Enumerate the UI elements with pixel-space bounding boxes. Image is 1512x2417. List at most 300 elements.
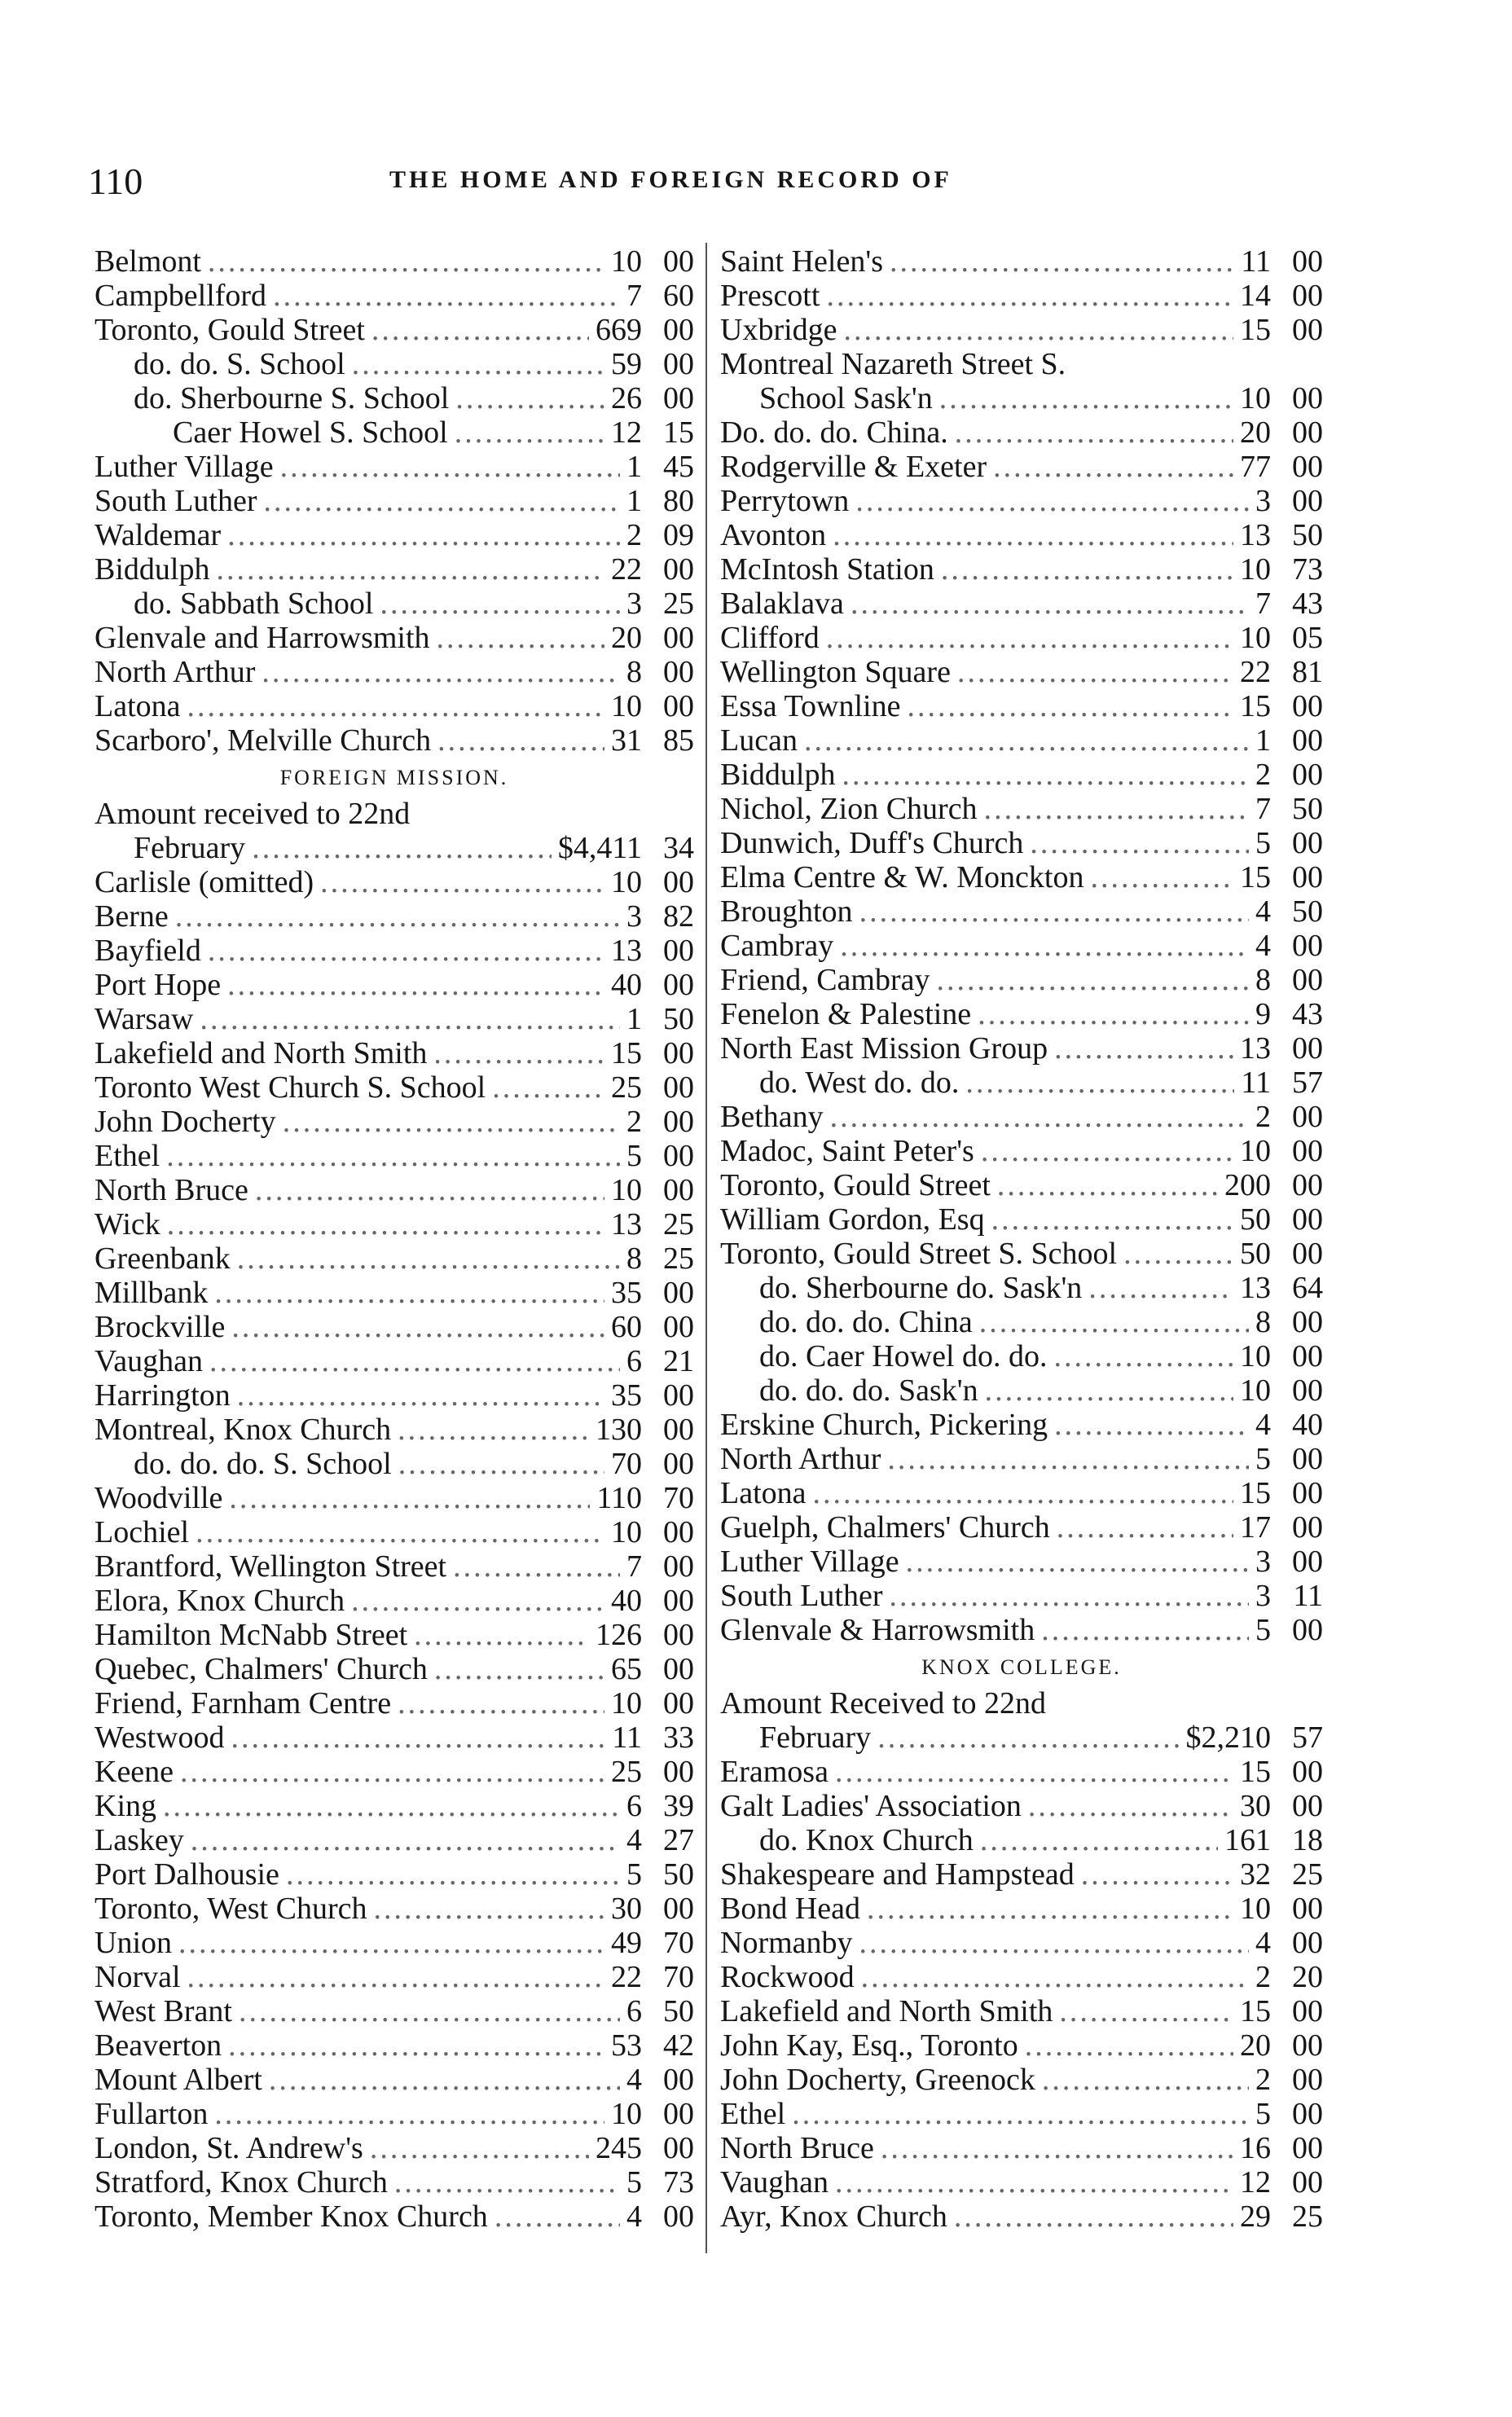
dot-leader — [859, 894, 1249, 929]
entry-cents: 00 — [1292, 279, 1323, 313]
ledger-entry — [720, 279, 1323, 313]
dot-leader — [208, 244, 604, 279]
entry-cents: 70 — [663, 1481, 694, 1515]
ledger-entry — [720, 1613, 1323, 1647]
dot-leader — [835, 2165, 1233, 2199]
entry-amount: 5 — [1255, 2097, 1271, 2131]
ledger-entry — [720, 689, 1323, 723]
entry-amount: 50 — [1240, 1202, 1271, 1237]
entry-cents: 00 — [663, 2131, 694, 2165]
ledger-entry — [720, 1892, 1323, 1926]
entry-cents: 00 — [1292, 1892, 1323, 1926]
entry-amount: 5 — [626, 2165, 642, 2199]
ledger-entry — [94, 347, 694, 381]
ledger-entry — [94, 968, 694, 1002]
foreign-mission-heading: FOREIGN MISSION. — [279, 766, 509, 789]
dot-leader — [1090, 860, 1233, 894]
dot-leader — [239, 1994, 620, 2028]
entry-amount: 25 — [611, 1070, 642, 1105]
entry-name: Normanby — [720, 1926, 853, 1960]
entry-cents: 50 — [663, 1857, 694, 1892]
ledger-entry — [720, 587, 1323, 621]
ledger-entry — [720, 1823, 1323, 1857]
left-top-list — [94, 244, 694, 758]
entry-name: McIntosh Station — [720, 552, 934, 587]
entry-name: Luther Village — [720, 1545, 899, 1579]
dot-leader — [1081, 1857, 1233, 1892]
entry-name: Lochiel — [94, 1515, 190, 1549]
ledger-entry — [94, 1584, 694, 1618]
entry-amount: 4 — [1255, 894, 1271, 929]
dot-leader — [273, 279, 620, 313]
entry-name: Carlisle (omitted) — [94, 865, 314, 899]
ledger-entry — [94, 552, 694, 587]
entry-amount: 65 — [611, 1652, 642, 1686]
entry-name: Bayfield — [94, 934, 201, 968]
entry-amount: 3 — [626, 587, 642, 621]
ledger-entry — [94, 381, 694, 415]
dot-leader — [394, 2165, 620, 2199]
entry-name: Erskine Church, Pickering — [720, 1408, 1048, 1442]
dot-leader — [941, 552, 1233, 587]
entry-amount: 30 — [611, 1892, 642, 1926]
entry-cents: 00 — [1292, 1237, 1323, 1271]
entry-cents: 00 — [1292, 484, 1323, 518]
entry-amount: $4,411 — [557, 831, 642, 865]
dot-leader — [228, 2028, 604, 2063]
ledger-entry — [94, 1720, 694, 1755]
dot-leader — [252, 831, 552, 865]
entry-amount: 4 — [1255, 1926, 1271, 1960]
entry-name: Toronto, Member Knox Church — [94, 2199, 488, 2234]
entry-amount: 10 — [611, 689, 642, 723]
entry-amount: 3 — [1255, 1545, 1271, 1579]
entry-cents: 00 — [663, 1549, 694, 1584]
entry-amount: 60 — [611, 1310, 642, 1344]
dot-leader — [180, 1755, 604, 1789]
dot-leader — [997, 1168, 1218, 1202]
dot-leader — [286, 1857, 620, 1892]
ledger-entry — [94, 1207, 694, 1241]
knox-college-list — [720, 1755, 1323, 2234]
dot-leader — [191, 1823, 620, 1857]
ledger-entry — [94, 1686, 694, 1720]
ledger-entry — [94, 1652, 694, 1686]
entry-name: Montreal Nazareth Street S. — [720, 347, 1066, 381]
entry-name: Cambray — [720, 929, 834, 963]
ledger-entry — [720, 313, 1323, 347]
dot-leader — [887, 1442, 1249, 1476]
ledger-entry — [720, 1100, 1323, 1134]
ledger-entry — [94, 484, 694, 518]
entry-name: Ethel — [94, 1139, 160, 1173]
entry-cents: 00 — [1292, 2028, 1323, 2063]
entry-cents: 00 — [1292, 1339, 1323, 1373]
entry-amount: 2 — [1255, 2063, 1271, 2097]
entry-name: John Docherty, Greenock — [720, 2063, 1035, 2097]
entry-name: Biddulph — [94, 552, 210, 587]
entry-name: North Bruce — [94, 1173, 248, 1207]
entry-cents: 00 — [1292, 1755, 1323, 1789]
entry-name: Friend, Farnham Centre — [94, 1686, 392, 1720]
ledger-entry — [720, 655, 1323, 689]
dot-leader — [209, 1344, 620, 1378]
entry-amount: 10 — [1240, 1134, 1271, 1168]
entry-amount: 1 — [626, 450, 642, 484]
dot-leader — [991, 1202, 1233, 1237]
entry-name: Union — [94, 1926, 172, 1960]
ledger-entry — [94, 313, 694, 347]
dot-leader — [216, 552, 604, 587]
entry-cents: 57 — [1292, 1066, 1323, 1100]
ledger-entry — [94, 1755, 694, 1789]
ledger-entry — [720, 1373, 1323, 1408]
entry-cents: 40 — [1292, 1408, 1323, 1442]
ledger-entry — [94, 1892, 694, 1926]
dot-leader — [433, 1036, 604, 1070]
entry-name: Wick — [94, 1207, 160, 1241]
entry-cents: 82 — [663, 899, 694, 934]
foreign-amount-label: Amount received to 22nd — [94, 797, 411, 831]
entry-cents: 00 — [663, 1755, 694, 1789]
ledger-entry — [94, 1549, 694, 1584]
dot-leader — [280, 450, 620, 484]
entry-name: Westwood — [94, 1720, 225, 1755]
dot-leader — [437, 723, 604, 758]
entry-name: Essa Townline — [720, 689, 901, 723]
ledger-entry — [720, 1339, 1323, 1373]
entry-name: School Sask'n — [759, 381, 933, 415]
entry-amount: 4 — [1255, 1408, 1271, 1442]
entry-cents: 25 — [663, 1207, 694, 1241]
entry-amount: 10 — [611, 2097, 642, 2131]
entry-cents: 00 — [1292, 963, 1323, 997]
ledger-entry — [720, 792, 1323, 826]
dot-leader — [398, 1413, 589, 1447]
ledger-entry — [94, 934, 694, 968]
dot-leader — [939, 381, 1233, 415]
entry-amount: 8 — [1255, 963, 1271, 997]
dot-leader — [237, 1378, 604, 1413]
dot-leader — [196, 1515, 604, 1549]
ledger-entry — [94, 1378, 694, 1413]
dot-leader — [187, 1960, 604, 1994]
entry-name: February — [134, 831, 246, 865]
ledger-entry — [720, 2131, 1323, 2165]
entry-cents: 18 — [1292, 1823, 1323, 1857]
entry-name: Toronto, Gould Street S. School — [720, 1237, 1118, 1271]
entry-name: North Arthur — [720, 1442, 881, 1476]
entry-amount: 10 — [611, 1173, 642, 1207]
entry-name: Millbank — [94, 1276, 209, 1310]
entry-cents: 00 — [1292, 415, 1323, 450]
dot-leader — [889, 1579, 1249, 1613]
entry-cents: 60 — [663, 279, 694, 313]
ledger-entry — [94, 2165, 694, 2199]
dot-leader — [842, 758, 1249, 792]
entry-name: King — [94, 1789, 156, 1823]
dot-leader — [984, 792, 1249, 826]
entry-amount: 5 — [1255, 826, 1271, 860]
ledger-entry — [720, 1857, 1323, 1892]
dot-leader — [965, 1066, 1234, 1100]
entry-cents: 00 — [663, 1686, 694, 1720]
entry-cents: 00 — [1292, 1031, 1323, 1066]
dot-leader — [175, 899, 620, 934]
ledger-entry — [94, 899, 694, 934]
entry-cents: 00 — [1292, 2131, 1323, 2165]
dot-leader — [980, 1823, 1218, 1857]
ledger-entry — [94, 1276, 694, 1310]
entry-cents: 00 — [663, 1652, 694, 1686]
dot-leader — [867, 1892, 1233, 1926]
entry-name: Clifford — [720, 621, 820, 655]
ledger-entry — [720, 963, 1323, 997]
entry-cents: 00 — [1292, 313, 1323, 347]
entry-name: Rodgerville & Exeter — [720, 450, 987, 484]
dot-leader — [1054, 1339, 1233, 1373]
dot-leader — [833, 518, 1233, 552]
entry-amount: 11 — [1241, 1066, 1271, 1100]
entry-name: West Brant — [94, 1994, 232, 2028]
ledger-entry — [94, 450, 694, 484]
dot-leader — [398, 1686, 604, 1720]
ledger-entry — [94, 1070, 694, 1105]
entry-amount: 13 — [1240, 518, 1271, 552]
entry-name: Belmont — [94, 244, 201, 279]
dot-leader — [840, 929, 1249, 963]
page-number: 110 — [88, 160, 143, 202]
entry-cents: 00 — [663, 381, 694, 415]
dot-leader — [826, 621, 1233, 655]
dot-leader — [167, 1207, 604, 1241]
knox-college-heading: KNOX COLLEGE. — [921, 1655, 1122, 1679]
entry-amount: 15 — [1240, 860, 1271, 894]
entry-name: Ayr, Knox Church — [720, 2199, 947, 2234]
knox-amount-total — [720, 1720, 1323, 1755]
dot-leader — [263, 484, 620, 518]
dot-leader — [178, 1926, 604, 1960]
entry-name: Madoc, Saint Peter's — [720, 1134, 974, 1168]
entry-name: Laskey — [94, 1823, 184, 1857]
dot-leader — [881, 2131, 1233, 2165]
entry-amount: 13 — [611, 934, 642, 968]
entry-cents: 00 — [663, 1036, 694, 1070]
dot-leader — [351, 1584, 604, 1618]
entry-cents: 25 — [663, 1241, 694, 1276]
entry-name: Galt Ladies' Association — [720, 1789, 1022, 1823]
entry-name: Eramosa — [720, 1755, 829, 1789]
entry-name: Woodville — [94, 1481, 223, 1515]
entry-cents: 73 — [663, 2165, 694, 2199]
ledger-entry — [94, 1139, 694, 1173]
entry-amount: 5 — [1255, 1613, 1271, 1647]
entry-name: Glenvale and Harrowsmith — [94, 621, 430, 655]
entry-cents: 00 — [1292, 1510, 1323, 1545]
entry-cents: 43 — [1292, 587, 1323, 621]
entry-cents: 00 — [1292, 1373, 1323, 1408]
entry-name: February — [759, 1720, 872, 1755]
entry-name: Warsaw — [94, 1002, 194, 1036]
entry-amount: 10 — [1240, 1373, 1271, 1408]
entry-cents: 00 — [1292, 758, 1323, 792]
entry-amount: 15 — [1240, 313, 1271, 347]
entry-amount: 16 — [1240, 2131, 1271, 2165]
dot-leader — [163, 1789, 620, 1823]
entry-name: Perrytown — [720, 484, 850, 518]
dot-leader — [455, 415, 604, 450]
dot-leader — [937, 963, 1249, 997]
entry-name: Lakefield and North Smith — [94, 1036, 428, 1070]
dot-leader — [453, 1549, 620, 1584]
ledger-entry — [720, 997, 1323, 1031]
dot-leader — [792, 2097, 1249, 2131]
entry-amount: 10 — [611, 865, 642, 899]
entry-amount: 669 — [596, 313, 642, 347]
entry-amount: 50 — [1240, 1237, 1271, 1271]
entry-name: do. do. do. China — [759, 1305, 973, 1339]
entry-cents: 00 — [663, 347, 694, 381]
entry-amount: 10 — [1240, 381, 1271, 415]
ledger-entry — [720, 2028, 1323, 2063]
entry-name: John Kay, Esq., Toronto — [720, 2028, 1018, 2063]
dot-leader — [978, 997, 1249, 1031]
dot-leader — [985, 1373, 1233, 1408]
entry-cents: 00 — [1292, 450, 1323, 484]
entry-amount: 35 — [611, 1276, 642, 1310]
entry-amount: 2 — [626, 1105, 642, 1139]
dot-leader — [1041, 1613, 1249, 1647]
dot-leader — [1054, 1031, 1233, 1066]
entry-name: Toronto, Gould Street — [720, 1168, 991, 1202]
entry-name: Dunwich, Duff's Church — [720, 826, 1024, 860]
entry-amount: 12 — [611, 415, 642, 450]
entry-name: Waldemar — [94, 518, 222, 552]
entry-name: Norval — [94, 1960, 181, 1994]
ledger-entry — [720, 1271, 1323, 1305]
entry-cents: 00 — [663, 2063, 694, 2097]
ledger-entry — [720, 518, 1323, 552]
entry-amount: 20 — [1240, 415, 1271, 450]
ledger-entry — [94, 2199, 694, 2234]
ledger-entry — [720, 894, 1323, 929]
ledger-entry — [720, 1202, 1323, 1237]
entry-name: Vaughan — [720, 2165, 829, 2199]
entry-cents: 00 — [1292, 1476, 1323, 1510]
ledger-entry — [94, 865, 694, 899]
entry-cents: 00 — [663, 2199, 694, 2234]
entry-amount: 1 — [626, 1002, 642, 1036]
entry-cents: 00 — [663, 1310, 694, 1344]
ledger-entry — [94, 1960, 694, 1994]
entry-amount: 20 — [611, 621, 642, 655]
dot-leader — [859, 1926, 1249, 1960]
ledger-entry — [94, 689, 694, 723]
entry-cents: 15 — [663, 415, 694, 450]
entry-cents: 50 — [1292, 792, 1323, 826]
dot-leader — [166, 1139, 620, 1173]
dot-leader — [1123, 1237, 1233, 1271]
ledger-entry — [720, 1031, 1323, 1066]
entry-name: Mount Albert — [94, 2063, 262, 2097]
entry-name: Scarboro', Melville Church — [94, 723, 432, 758]
entry-cents: 00 — [663, 1447, 694, 1481]
ledger-entry — [720, 2199, 1323, 2234]
dot-leader — [414, 1618, 589, 1652]
entry-name: Bethany — [720, 1100, 824, 1134]
entry-amount: 4 — [626, 2063, 642, 2097]
entry-cents: 00 — [663, 1892, 694, 1926]
entry-name: Fullarton — [94, 2097, 209, 2131]
column-divider — [705, 243, 707, 2253]
entry-amount: 4 — [1255, 929, 1271, 963]
entry-name: William Gordon, Esq — [720, 1202, 985, 1237]
entry-cents: 00 — [663, 2097, 694, 2131]
entry-cents: 00 — [1292, 381, 1323, 415]
entry-amount: 130 — [596, 1413, 642, 1447]
entry-amount: 13 — [1240, 1031, 1271, 1066]
ledger-entry — [94, 587, 694, 621]
running-title: THE HOME AND FOREIGN RECORD OF — [389, 166, 952, 193]
ledger-entry — [720, 1926, 1323, 1960]
dot-leader — [954, 2199, 1233, 2234]
ledger-entry — [720, 723, 1323, 758]
entry-cents: 00 — [1292, 2165, 1323, 2199]
entry-cents: 00 — [1292, 1926, 1323, 1960]
dot-leader — [455, 381, 604, 415]
entry-amount: 13 — [1240, 1271, 1271, 1305]
entry-amount: 20 — [1240, 2028, 1271, 2063]
entry-cents: 00 — [1292, 1168, 1323, 1202]
entry-name: North East Mission Group — [720, 1031, 1048, 1066]
entry-name: South Luther — [720, 1579, 883, 1613]
ledger-entry — [94, 2063, 694, 2097]
entry-cents: 00 — [663, 1070, 694, 1105]
dot-leader — [437, 621, 604, 655]
dot-leader — [813, 1476, 1233, 1510]
entry-amount: 5 — [626, 1857, 642, 1892]
entry-cents: 73 — [1292, 552, 1323, 587]
entry-name: Harrington — [94, 1378, 231, 1413]
entry-cents: 00 — [1292, 929, 1323, 963]
entry-name: Vaughan — [94, 1344, 203, 1378]
entry-cents: 00 — [1292, 689, 1323, 723]
ledger-entry — [720, 552, 1323, 587]
entry-name: Quebec, Chalmers' Church — [94, 1652, 428, 1686]
entry-amount: 7 — [626, 1549, 642, 1584]
entry-cents: 00 — [1292, 1202, 1323, 1237]
entry-amount: 2 — [1255, 1960, 1271, 1994]
entry-amount: 29 — [1240, 2199, 1271, 2234]
entry-amount: 6 — [626, 1344, 642, 1378]
entry-cents: 05 — [1292, 621, 1323, 655]
dot-leader — [380, 587, 620, 621]
entry-amount: 5 — [626, 1139, 642, 1173]
entry-amount: 161 — [1224, 1823, 1271, 1857]
entry-name: Port Hope — [94, 968, 222, 1002]
entry-name: John Docherty — [94, 1105, 276, 1139]
entry-name: Balaklava — [720, 587, 844, 621]
entry-cents: 00 — [663, 1139, 694, 1173]
entry-name: Biddulph — [720, 758, 836, 792]
entry-amount: 2 — [1255, 1100, 1271, 1134]
ledger-entry — [94, 1173, 694, 1207]
entry-amount: 4 — [626, 2199, 642, 2234]
entry-cents: 57 — [1292, 1720, 1323, 1755]
dot-leader — [371, 313, 589, 347]
entry-amount: 8 — [626, 655, 642, 689]
entry-cents: 00 — [663, 1618, 694, 1652]
